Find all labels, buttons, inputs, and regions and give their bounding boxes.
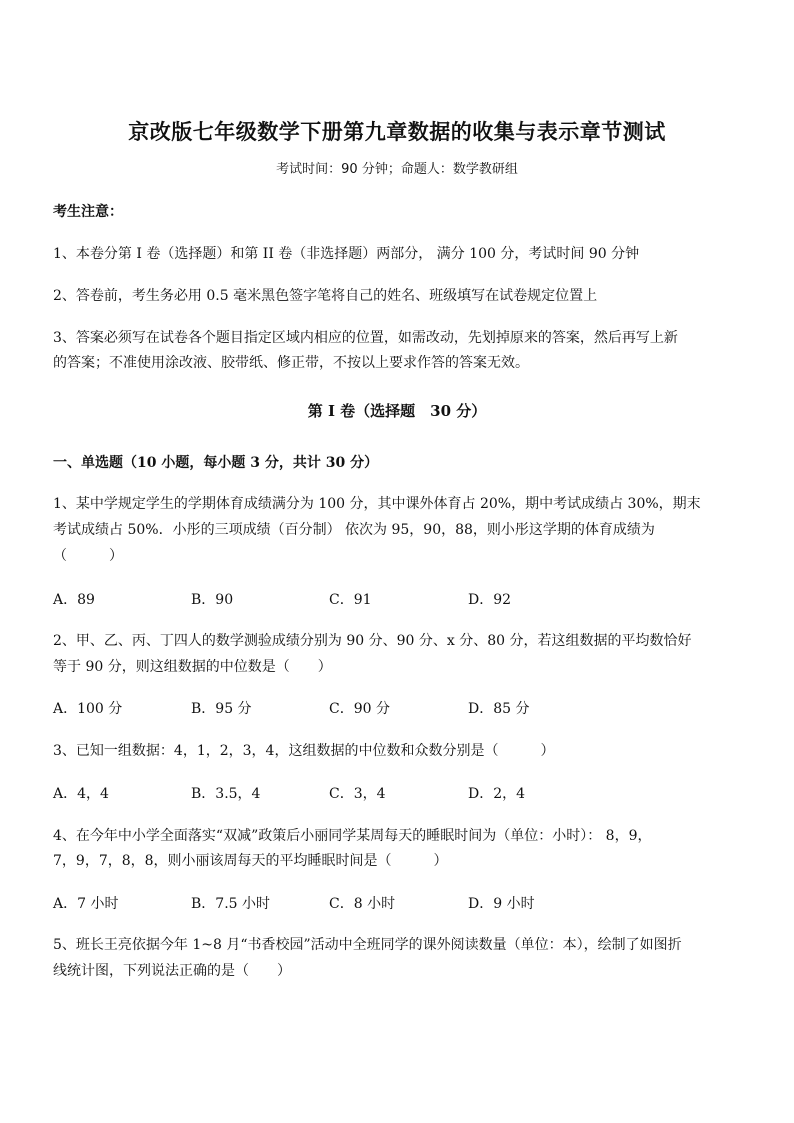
question-4-option-c[interactable]: C．8 小时 — [329, 896, 396, 912]
question-2-option-d[interactable]: D．85 分 — [468, 701, 530, 717]
question-3-option-a[interactable]: A．4，4 — [53, 786, 109, 802]
exam-subtitle: 考试时间：90 分钟；命题人：数学教研组 — [276, 162, 518, 177]
question-5-line-1: 5、班长王亮依据今年 1~8 月“书香校园”活动中全班同学的课外阅读数量（单位：本），绘制了如图折 — [53, 937, 682, 953]
question-2-option-c[interactable]: C．90 分 — [329, 701, 390, 717]
question-2-line-1: 2、甲、乙、丙、丁四人的数学测验成绩分别为 90 分、90 分、x 分、80 分，若这组数据的平均数恰好 — [53, 633, 692, 649]
exam-title: 京改版七年级数学下册第九章数据的收集与表示章节测试 — [128, 119, 666, 144]
question-1-line-3: （ ） — [53, 548, 123, 564]
part-heading: 一、单选题（10 小题，每小题 3 分，共计 30 分） — [53, 455, 379, 471]
question-1-line-1: 1、某中学规定学生的学期体育成绩满分为 100 分，其中课外体育占 20%，期中考试成绩占 30%，期末 — [53, 496, 701, 512]
question-1-option-b[interactable]: B．90 — [191, 592, 234, 608]
section-title: 第 I 卷（选择题 30 分） — [307, 402, 487, 420]
question-4-option-d[interactable]: D．9 小时 — [468, 896, 535, 912]
notice-heading: 考生注意： — [53, 204, 123, 220]
question-4-option-b[interactable]: B．7.5 小时 — [191, 896, 271, 912]
notice-item-1: 1、本卷分第 I 卷（选择题）和第 II 卷（非选择题）两部分， 满分 100 分，考试时间 90 分钟 — [53, 246, 640, 262]
question-3-line-1: 3、已知一组数据：4，1，2，3，4，这组数据的中位数和众数分别是（ ） — [53, 743, 555, 759]
question-3-option-d[interactable]: D．2，4 — [468, 786, 526, 802]
notice-item-3: 3、答案必须写在试卷各个题目指定区域内相应的位置，如需改动，先划掉原来的答案，然后再写上新 — [53, 330, 678, 346]
question-1-option-d[interactable]: D．92 — [468, 592, 512, 608]
question-2-line-2: 等于 90 分，则这组数据的中位数是（ ） — [53, 659, 332, 675]
question-5-line-2: 线统计图，下列说法正确的是（ ） — [53, 963, 291, 979]
question-3-option-b[interactable]: B．3.5，4 — [191, 786, 261, 802]
question-1-option-a[interactable]: A．89 — [53, 592, 95, 608]
question-4-option-a[interactable]: A．7 小时 — [53, 896, 119, 912]
question-1-line-2: 考试成绩占 50%．小彤的三项成绩（百分制） 依次为 95，90，88，则小彤这学期的体育成绩为 — [53, 522, 655, 538]
question-4-line-2: 7，9，7，8，8，则小丽该周每天的平均睡眠时间是（ ） — [53, 853, 448, 869]
question-1-option-c[interactable]: C．91 — [329, 592, 372, 608]
question-4-line-1: 4、在今年中小学全面落实“双减”政策后小丽同学某周每天的睡眠时间为（单位：小时）： 8，9， — [53, 828, 652, 844]
question-2-option-a[interactable]: A．100 分 — [53, 701, 123, 717]
question-3-option-c[interactable]: C．3，4 — [329, 786, 386, 802]
question-2-option-b[interactable]: B．95 分 — [191, 701, 252, 717]
notice-item-3-cont: 的答案；不准使用涂改液、胶带纸、修正带，不按以上要求作答的答案无效。 — [53, 355, 529, 371]
notice-item-2: 2、答卷前，考生务必用 0.5 毫米黑色签字笔将自己的姓名、班级填写在试卷规定位置上 — [53, 288, 598, 304]
